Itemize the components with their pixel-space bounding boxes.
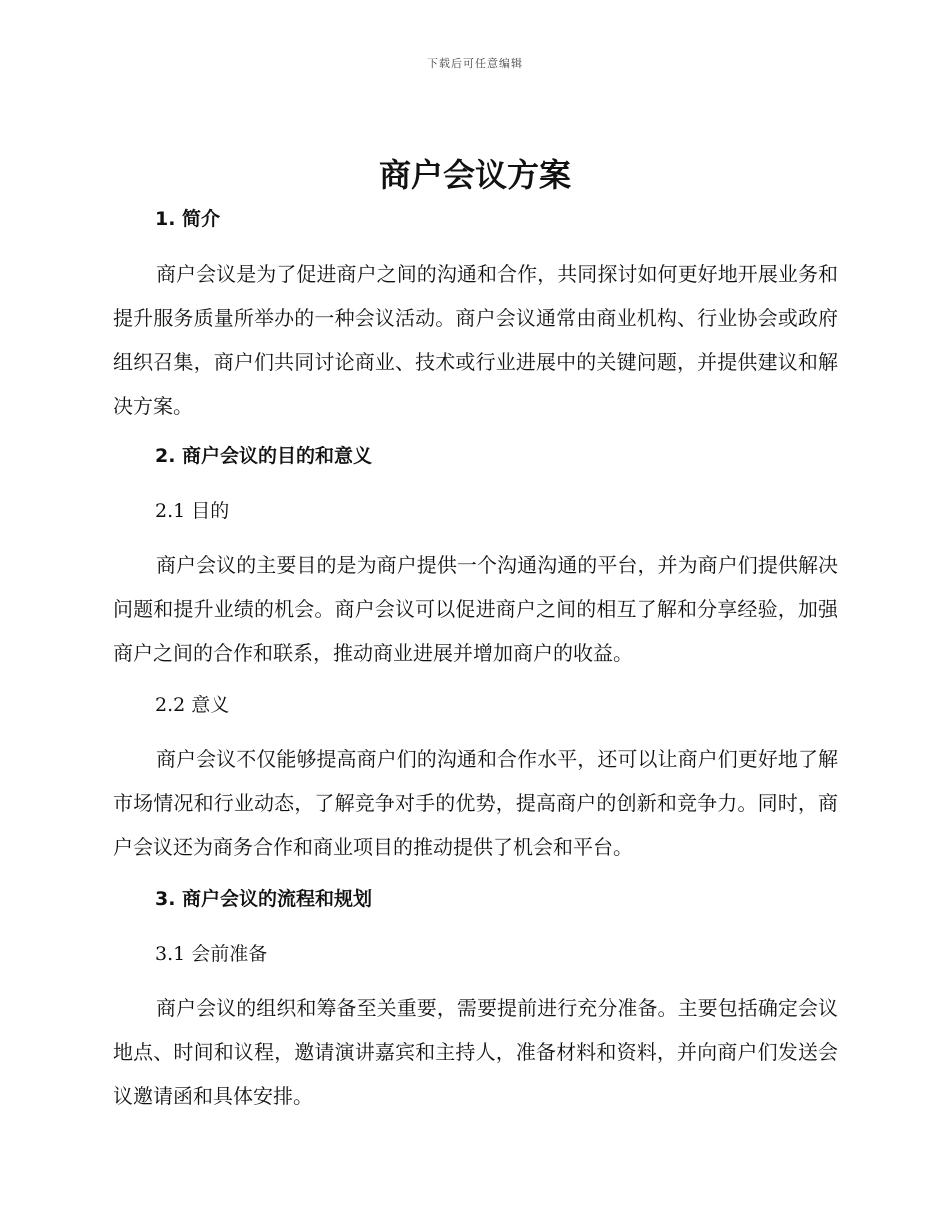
subsection-heading-2-1: 2.1 目的: [155, 500, 230, 522]
document-title: 商户会议方案: [378, 156, 571, 194]
section-heading-2: 2. 商户会议的目的和意义: [155, 445, 373, 467]
header-note: 下载后可任意编辑: [427, 57, 523, 70]
subsection-heading-2-2: 2.2 意义: [155, 694, 230, 716]
section-heading-1: 1. 简介: [155, 208, 221, 230]
subsection-2-1-paragraph: 商户会议的主要目的是为商户提供一个沟通沟通的平台，并为商户们提供解决问题和提升业绩的机会。商户会议可以促进商户之间的相互了解和分享经验，加强商户之间的合作和联系，推动商业进展并增加商户的收益。: [113, 553, 838, 665]
subsection-2-2-paragraph: 商户会议不仅能够提高商户们的沟通和合作水平，还可以让商户们更好地了解市场情况和行业动态，了解竞争对手的优势，提高商户的创新和竞争力。同时，商户会议还为商务合作和商业项目的推动提供了机会和平台。: [113, 747, 838, 859]
subsection-heading-3-1: 3.1 会前准备: [155, 943, 268, 965]
section-heading-3: 3. 商户会议的流程和规划: [155, 888, 373, 910]
section-1-paragraph: 商户会议是为了促进商户之间的沟通和合作，共同探讨如何更好地开展业务和提升服务质量所举办的一种会议活动。商户会议通常由商业机构、行业协会或政府组织召集，商户们共同讨论商业、技术或行业进展中的关键问题，并提供建议和解决方案。: [113, 262, 838, 418]
subsection-3-1-paragraph: 商户会议的组织和筹备至关重要，需要提前进行充分准备。主要包括确定会议地点、时间和议程，邀请演讲嘉宾和主持人，准备材料和资料，并向商户们发送会议邀请函和具体安排。: [113, 996, 838, 1108]
